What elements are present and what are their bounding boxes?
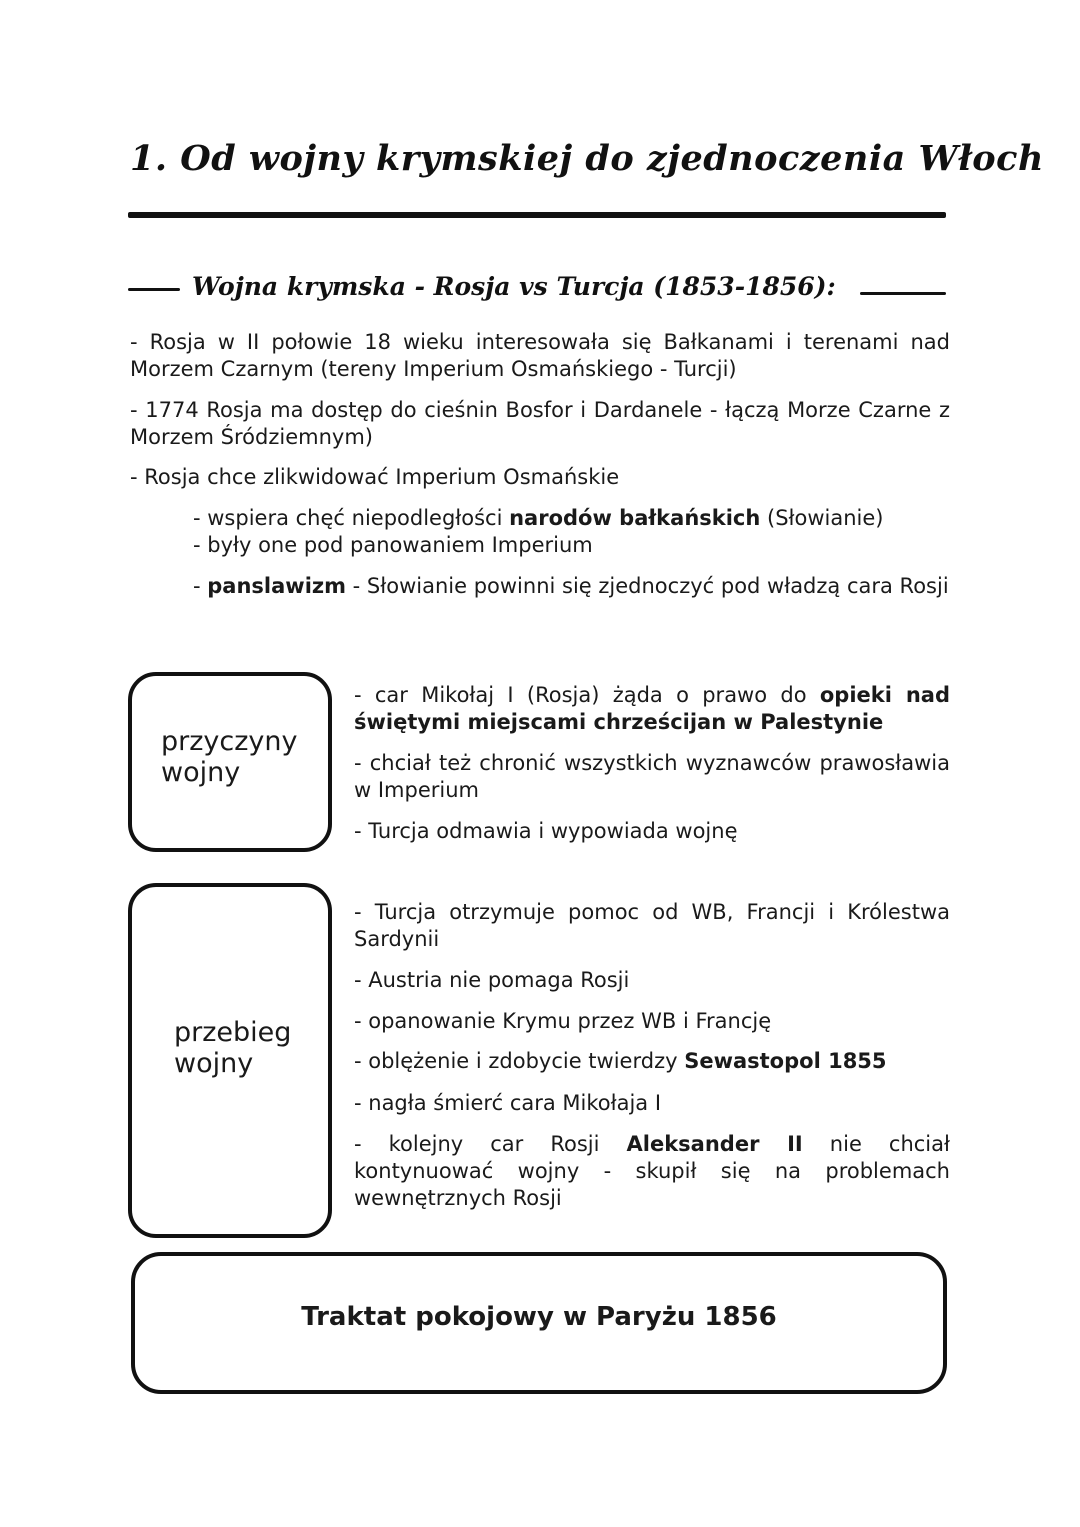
intro-paragraph-1: - Rosja w II połowie 18 wieku interesowała się Bałkanami i terenami nad Morzem Czarnym (tereny Imperium Osmańskiego - Turcji) [130, 330, 950, 381]
causes-item-3: - Turcja odmawia i wypowiada wojnę [354, 819, 738, 843]
causes-item-1-text: - car Mikołaj I (Rosja) żąda o prawo do [354, 683, 820, 707]
course-item-5: - nagła śmierć cara Mikołaja I [354, 1091, 662, 1115]
treaty-label: Traktat pokojowy w Paryżu 1856 [301, 1302, 777, 1332]
intro-sub-item-1 [193, 505, 950, 532]
intro-sub-item-3-text: - [193, 574, 208, 598]
intro-paragraph-2: - 1774 Rosja ma dostęp do cieśnin Bosfor i Dardanele - łączą Morze Czarne z Morzem Śródziemnym) [130, 398, 950, 449]
causes-item-2: - chciał też chronić wszystkich wyznawców prawosławia w Imperium [354, 751, 950, 802]
course-item-4 [354, 1048, 950, 1075]
intro-sub-item-2: - były one pod panowaniem Imperium [193, 533, 593, 557]
section-heading: Wojna krymska - Rosja vs Turcja (1853-1856): [192, 272, 836, 301]
intro-sub-item-1-tail: (Słowianie) [760, 506, 884, 530]
course-item-6-text: - kolejny car Rosji [354, 1132, 627, 1156]
course-item-4-bold: Sewastopol 1855 [684, 1049, 887, 1073]
page-title: 1. Od wojny krymskiej do zjednoczenia Włoch [130, 138, 1044, 179]
causes-item-1 [354, 682, 950, 736]
course-label: przebieg wojny [174, 1017, 292, 1079]
course-item-2: - Austria nie pomaga Rosji [354, 968, 630, 992]
course-item-6 [354, 1131, 950, 1212]
intro-sub-item-1-text: - wspiera chęć niepodległości [193, 506, 510, 530]
causes-item-1-bold: opieki nad świętymi miejscami chrześcijan w Palestynie [354, 683, 951, 734]
course-item-4-text: - oblężenie i zdobycie twierdzy [354, 1049, 685, 1073]
course-item-3: - opanowanie Krymu przez WB i Francję [354, 1009, 772, 1033]
section-rule-left [128, 288, 180, 291]
intro-sub-item-3-tail: - Słowianie powinni się zjednoczyć pod władzą cara Rosji [346, 574, 949, 598]
course-item-6-tail: nie chciał kontynuować wojny - skupił się na problemach wewnętrznych Rosji [354, 1132, 950, 1210]
causes-label: przyczyny wojny [161, 726, 298, 788]
section-rule-right [860, 292, 946, 295]
title-underline [128, 212, 946, 218]
course-item-1: - Turcja otrzymuje pomoc od WB, Francji i Królestwa Sardynii [354, 900, 950, 951]
intro-sub-item-3 [193, 573, 950, 600]
intro-sub-item-3-bold: panslawizm [207, 574, 346, 598]
intro-paragraph-3: - Rosja chce zlikwidować Imperium Osmańskie [130, 465, 620, 489]
course-item-6-bold: Aleksander II [626, 1132, 803, 1156]
intro-sub-item-1-bold: narodów bałkańskich [509, 506, 761, 530]
